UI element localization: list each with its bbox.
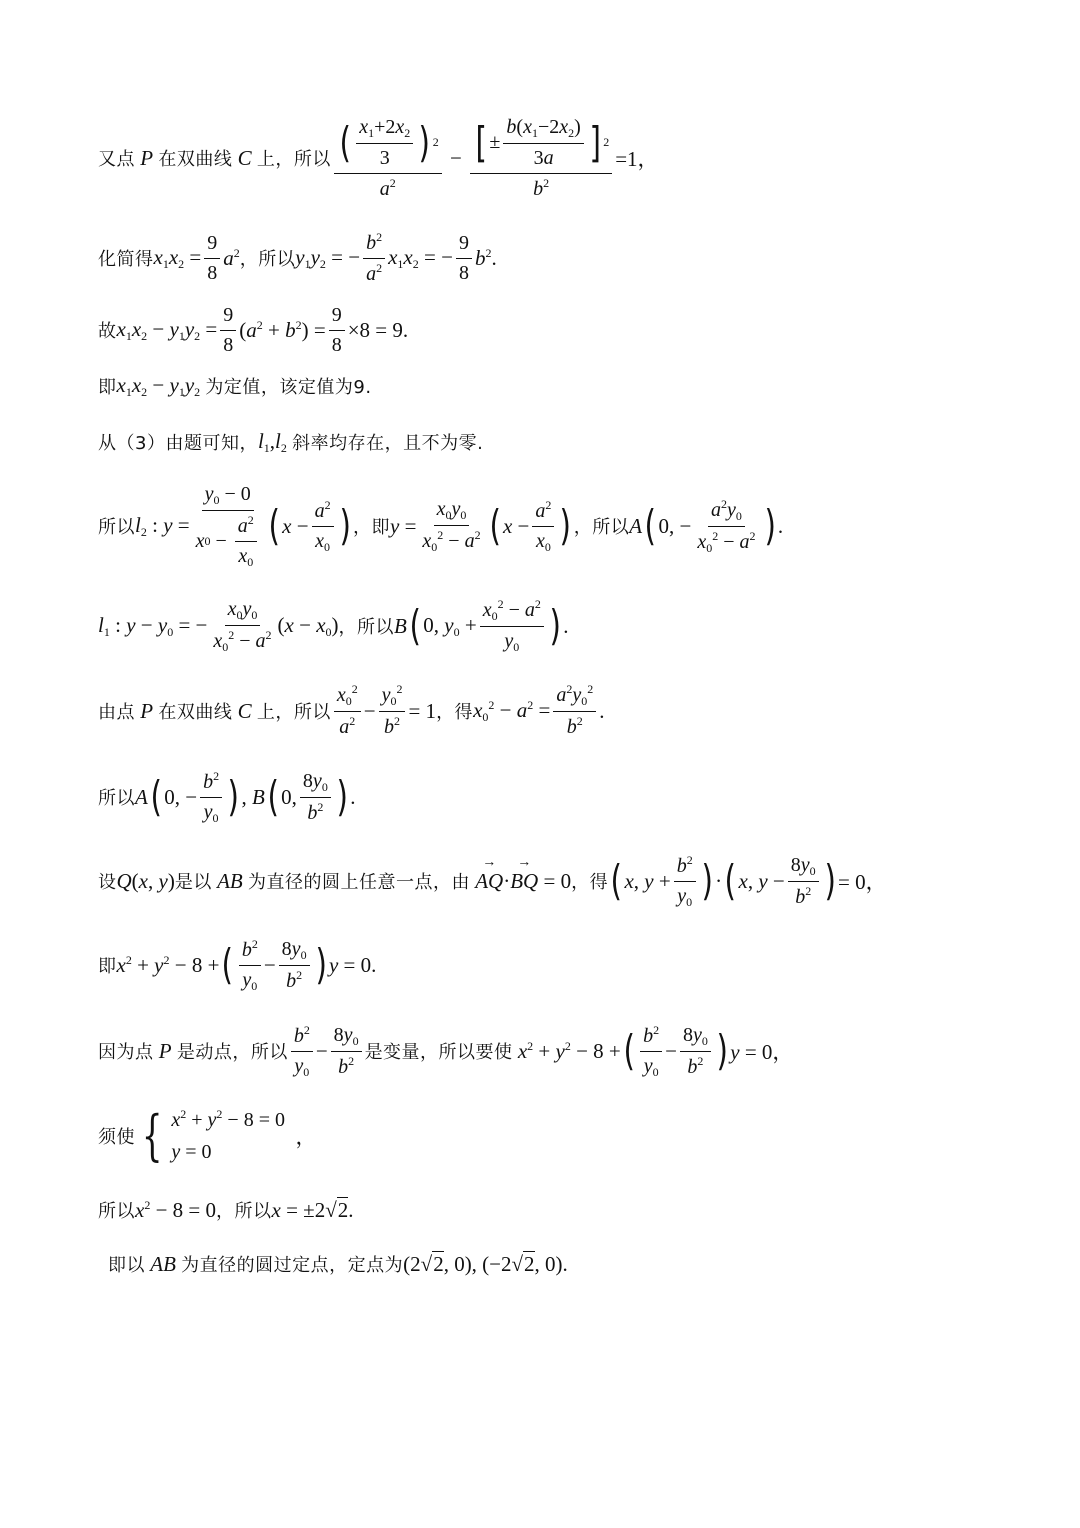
text: 设 (98, 872, 117, 893)
text: 又点 (98, 149, 135, 170)
text: 是变量，所以要使 (364, 1042, 513, 1063)
line-8: 由点 P 在双曲线 C 上，所以 $\frac{x_0^2}{a^2}$ − $\frac{y_0^2}{b^2}$ = 1 ，得 $x_0^2 - a^2$ = $\frac{a^2y_0^2}{b^2}$ . (98, 682, 605, 738)
text: 在双曲线 (158, 702, 233, 723)
text: 化简得 (98, 249, 154, 270)
formula-fraction: ( $\frac{x_1+2x_2}{3}$ ) 2 $a^2$ (334, 115, 442, 202)
text: 所以 (98, 788, 135, 809)
text: 是以 (174, 872, 212, 893)
text: ，即 (352, 517, 390, 538)
line-10: 设 Q(x, y) 是以 AB 为直径的圆上任意一点，由 → AQ·→ BQ = 0 ，得 ( x, y + $\frac{b^2}{y_0}$ ) · ( x, y − $\frac{8y_0}{b^2}$ ) = 0， (98, 850, 887, 912)
text: 因为点 (98, 1042, 154, 1063)
text: 上，所以 (256, 702, 331, 723)
text: ，得 (436, 702, 474, 723)
text: 即 (98, 956, 117, 977)
line-12: 因为点 P 是动点，所以 $\frac{b^2}{y_0}$ − $\frac{8y_0}{b^2}$ 是变量，所以要使 $x^2 + y^2 - 8$ + ( $\frac{b^2}{y_0}$ − $\frac{8y_0}{b^2}$ ) y = 0， (98, 1022, 794, 1079)
text: 所以 (98, 517, 135, 538)
line-11: 即 $x^2 + y^2 - 8$ + ( $\frac{b^2}{y_0}$ − $\frac{8y_0}{b^2}$ ) y = 0. (98, 936, 377, 993)
formula-fraction: [ ± $\frac{b(x_1-2x_2)}{3a}$ ] 2 $b^2$ (470, 115, 612, 202)
text: ，所以 (338, 617, 395, 638)
text: 斜率均存在，且不为零. (292, 433, 484, 454)
line-2: 化简得 $x_1x_2$ = $\frac{9}{8}$ $a^2$ ，所以 $y_1y_2$ = − $\frac{b^2}{a^2}$ $x_1x_2$ = − $\frac{9}{8}$ $b^2$. (98, 229, 497, 285)
text: 为直径的圆上任意一点，由 (247, 872, 470, 893)
text: 所以 (98, 1201, 135, 1222)
text: 从（3）由题可知， (98, 433, 258, 454)
text: 在双曲线 (158, 149, 233, 170)
text: ，得 (571, 872, 609, 893)
text: ，所以 (216, 1201, 272, 1222)
text: ，所以 (573, 517, 630, 538)
line-7: $l_1$ : $y - y_0$ = − $\frac{x_0y_0}{x_0^2 - a^2}$ $(x - x_0)$ ，所以 B ( 0, $y_0$ + $\frac{x_0^2 - a^2}{y_0}$ ) . (98, 597, 569, 654)
line-3: 故 $x_1x_2 - y_1y_2$ = $\frac{9}{8}$ $(a^2 + b^2)$ = $\frac{9}{8}$ ×8 = 9. (98, 303, 409, 356)
line-14: 所以 $x^2 - 8 = 0$ ，所以 x = ±2√2. (98, 1197, 354, 1222)
text: 为定值，该定值为9. (205, 377, 372, 398)
line-9: 所以 A ( 0, − $\frac{b^2}{y_0}$ ) , B ( 0, $\frac{8y_0}{b^2}$ ) . (98, 768, 356, 825)
text: ，所以 (239, 249, 296, 270)
text: 须使 (98, 1127, 135, 1148)
line-4: 即 $x_1x_2 - y_1y_2$ 为定值，该定值为9. (98, 372, 372, 399)
line-15: 即以 AB 为直径的圆过定点，定点为 (2√2, 0), (−2√2, 0). (108, 1251, 568, 1276)
text: 由点 (98, 702, 135, 723)
text: 故 (98, 321, 117, 342)
text: 上，所以 (256, 149, 331, 170)
line-6: 所以 $l_2$ : y = $y_0 - 0$ x 0 − $\frac{a^2}{x_0}$ ( x − $\frac{a^2}{x_0}$ ) ，即 y = $\frac{x_0y_0}{x_0^2 - a^2}$ ( x − $\frac{a^2}{x_0}$ ) ，所以 A ( 0, − $\frac{a^2y_0}{x_0^2 - a^2}$ ) . (98, 483, 784, 569)
line-5: 从（3）由题可知， $l_1,l_2$ 斜率均存在，且不为零. (98, 428, 484, 455)
text: 即以 (108, 1255, 145, 1276)
line-13: 须使 { $x^2 + y^2 - 8 = 0$ y = 0 ， (98, 1104, 317, 1167)
text: 为直径的圆过定点，定点为 (181, 1255, 404, 1276)
text: 即 (98, 377, 117, 398)
line-1: 又点 P 在双曲线 C 上，所以 ( $\frac{x_1+2x_2}{3}$ ) 2 $a^2$ − [ ± $\frac{b(x_1-2x_2)}{3a}$ ] 2 $b^2$ =1， (98, 115, 659, 200)
text: 是动点，所以 (176, 1042, 288, 1063)
